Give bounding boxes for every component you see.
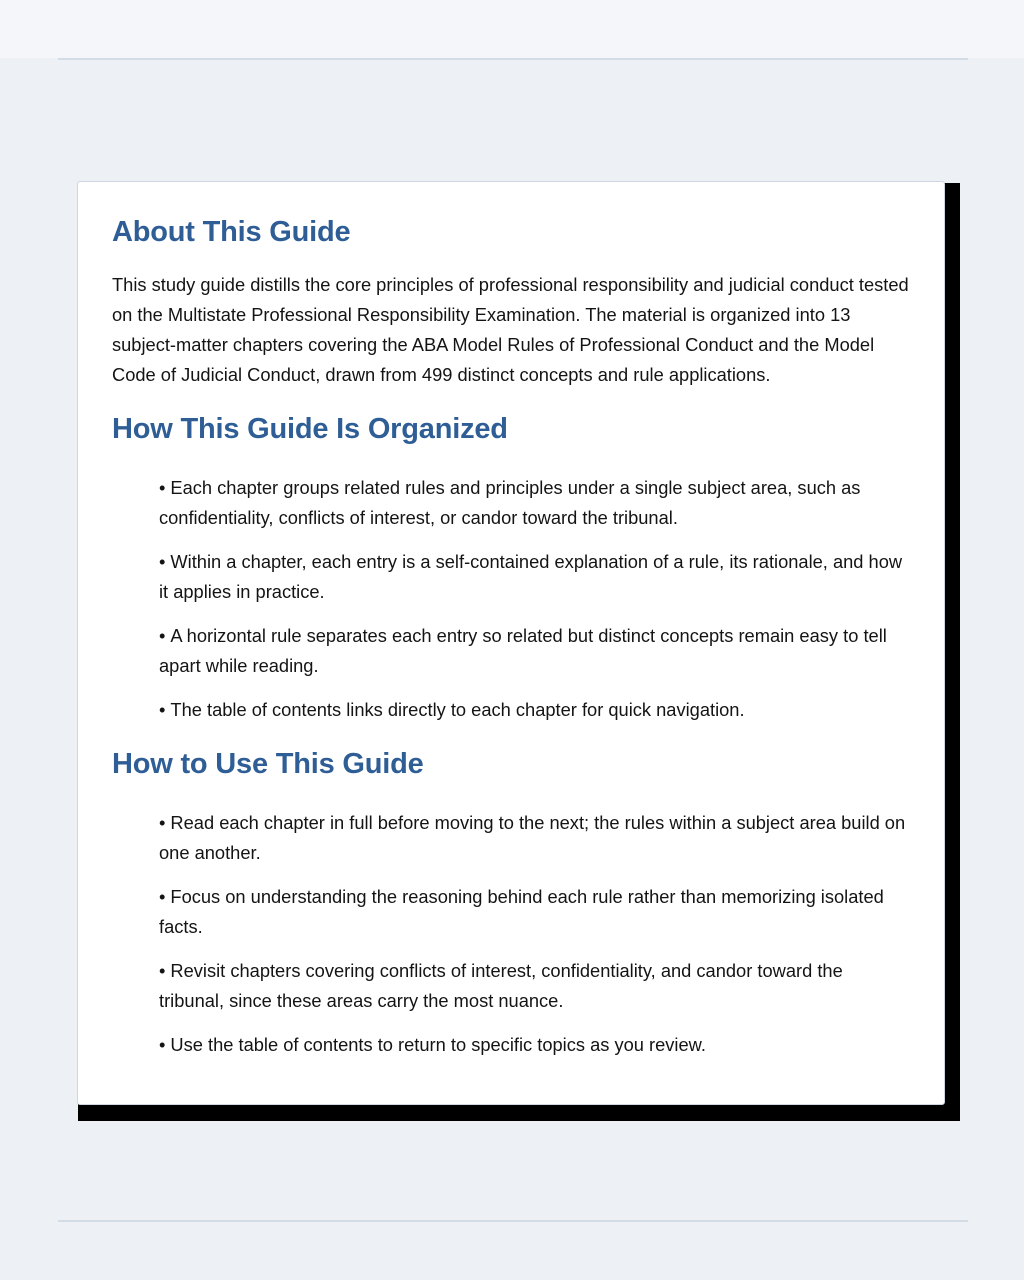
list-item	[159, 808, 912, 868]
use-list	[112, 808, 912, 1060]
bullet-glyph: •	[159, 1034, 166, 1055]
bullet-glyph: •	[159, 477, 166, 498]
list-item	[159, 695, 912, 725]
bullet-glyph: •	[159, 960, 166, 981]
list-item-text: Revisit chapters covering conflicts of interest, confidentiality, and candor toward the tribunal, since these areas carry the most nuance.	[159, 960, 843, 1011]
list-item	[159, 473, 912, 533]
document-page	[77, 181, 945, 1105]
list-item-text: A horizontal rule separates each entry so related but distinct concepts remain easy to tell apart while reading.	[159, 625, 887, 676]
list-item-text: The table of contents links directly to each chapter for quick navigation.	[170, 699, 745, 720]
bottom-divider	[58, 1220, 968, 1222]
list-item	[159, 882, 912, 942]
about-paragraph: This study guide distills the core principles of professional responsibility and judicial conduct tested on the Multistate Professional Responsibility Examination. The material is organized into 13 subject-matter chapters covering the ABA Model Rules of Professional Conduct and the Model Code of Judicial Conduct, drawn from 499 distinct concepts and rule applications.	[112, 274, 909, 385]
list-item-text: Focus on understanding the reasoning behind each rule rather than memorizing isolated facts.	[159, 886, 884, 937]
about-heading: About This Guide	[112, 216, 351, 248]
list-item	[159, 1030, 912, 1060]
page-content	[112, 208, 912, 1060]
organized-heading: How This Guide Is Organized	[112, 413, 508, 445]
use-heading: How to Use This Guide	[112, 748, 424, 780]
top-divider	[58, 58, 968, 60]
list-item	[159, 621, 912, 681]
list-item	[159, 956, 912, 1016]
bullet-glyph: •	[159, 551, 166, 572]
bullet-glyph: •	[159, 886, 166, 907]
list-item-text: Read each chapter in full before moving to the next; the rules within a subject area build on one another.	[159, 812, 906, 863]
organized-list	[112, 473, 912, 725]
bullet-glyph: •	[159, 699, 166, 720]
list-item-text: Use the table of contents to return to specific topics as you review.	[170, 1034, 706, 1055]
top-band	[0, 0, 1024, 58]
bullet-glyph: •	[159, 812, 166, 833]
list-item-text: Within a chapter, each entry is a self-contained explanation of a rule, its rationale, and how it applies in practice.	[159, 551, 903, 602]
bullet-glyph: •	[159, 625, 166, 646]
list-item-text: Each chapter groups related rules and principles under a single subject area, such as confidentiality, conflicts of interest, or candor toward the tribunal.	[159, 477, 861, 528]
list-item	[159, 547, 912, 607]
